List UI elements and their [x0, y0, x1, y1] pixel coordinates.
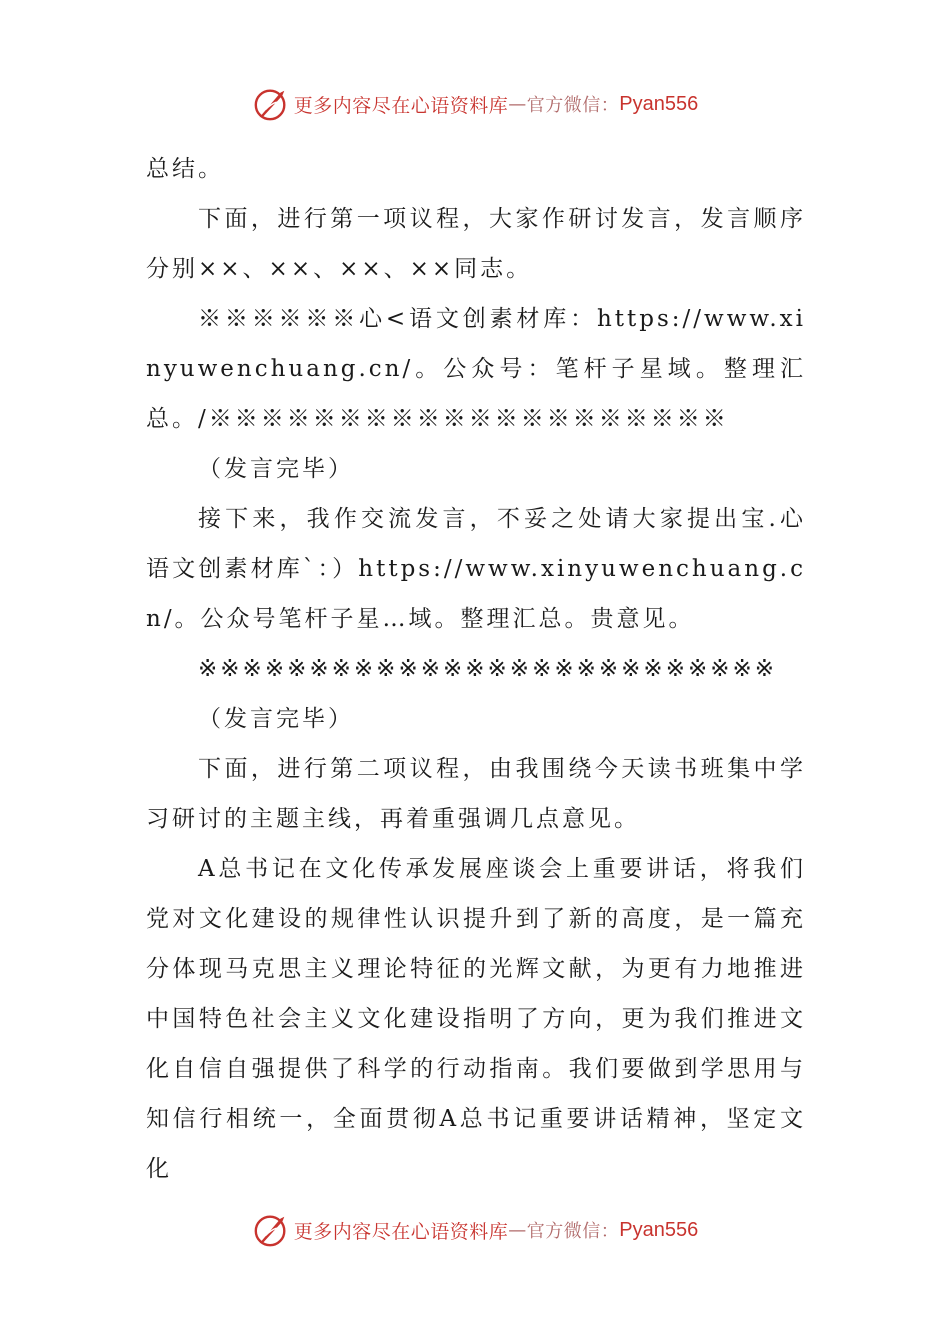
quill-logo-icon	[252, 1211, 290, 1249]
banner-text: 更多内容尽在心语资料库	[293, 1220, 509, 1243]
banner-dash: —	[508, 93, 527, 115]
paragraph-main-body: A总书记在文化传承发展座谈会上重要讲话，将我们党对文化建设的规律性认识提升到了新的高度，是一篇充分体现马克思主义理论特征的光辉文献，为更有力地推进中国特色社会主义文化建设指明了方向，更为我们推进文化自信自强提供了科学的行动指南。我们要做到学思用与知信行相统一，全面贯彻A总书记重要讲话精神，坚定文化	[146, 856, 806, 1182]
quill-logo-icon	[252, 85, 290, 123]
header-banner	[0, 82, 950, 126]
banner-wechat-label: 官方微信：	[526, 1221, 620, 1242]
banner-text: 更多内容尽在心语资料库	[293, 94, 509, 117]
paragraph-speech-end-2: （发言完毕）	[198, 706, 354, 732]
paragraph-second-agenda: 下面，进行第二项议程，由我围绕今天读书班集中学习研讨的主题主线，再着重强调几点意见。	[146, 756, 806, 832]
banner-dash: —	[508, 1219, 527, 1241]
footer-banner	[0, 1208, 950, 1252]
banner-wechat-id: Pyan556	[619, 92, 699, 115]
banner-wechat-label: 官方微信：	[526, 95, 620, 116]
paragraph-speech-end-1: （发言完毕）	[198, 456, 354, 482]
paragraph-summary: 总结。	[146, 156, 224, 182]
paragraph-exchange: 接下来，我作交流发言，不妥之处请大家提出宝.心语文创素材库`：）https://www.xinyuwenchuang.cn/。公众号笔杆子星…域。整理汇总。贵意见。	[146, 506, 806, 632]
paragraph-watermark-2: ※※※※※※※※※※※※※※※※※※※※※※※※※※	[198, 656, 778, 682]
paragraph-watermark-1: ※※※※※※心<语文创素材库：https://www.xinyuwenchuang.cn/。公众号：笔杆子星域。整理汇总。/※※※※※※※※※※※※※※※※※※※※	[146, 306, 806, 432]
banner-wechat-id: Pyan556	[619, 1218, 699, 1241]
paragraph-first-agenda: 下面，进行第一项议程，大家作研讨发言，发言顺序分别××、××、××、××同志。	[146, 206, 806, 282]
document-body	[146, 144, 806, 1194]
